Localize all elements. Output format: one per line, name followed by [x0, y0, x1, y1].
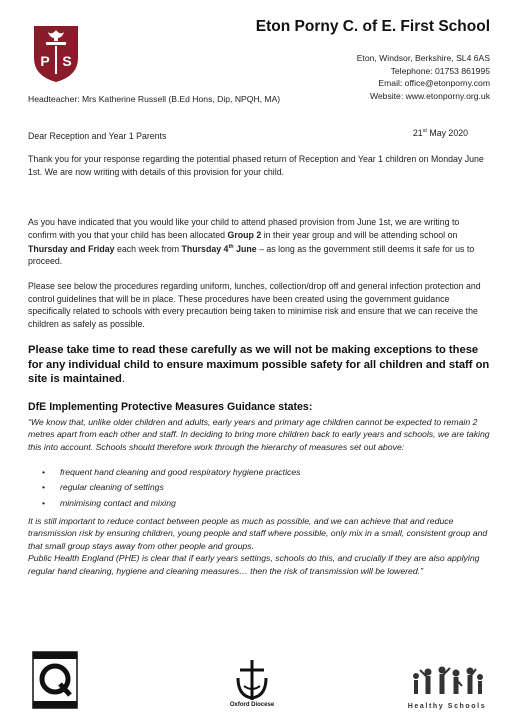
- date-day: 21: [412, 128, 423, 138]
- paragraph-3: Please see below the procedures regarding uniform, lunches, collection/drop off and general infection protection and control guidelines that will be in place. These procedures have been created using the government guidance specifically related to schools with every precaution being taken to minimise risk and ensure that we can receive the children as safely as possible.: [28, 281, 481, 329]
- measures-list: [42, 465, 301, 511]
- measure-item: • minimising contact and mixing: [42, 496, 301, 511]
- crest-letter-p: P: [40, 53, 50, 69]
- start-date: [182, 244, 257, 254]
- school-crest-logo: [32, 24, 80, 84]
- telephone-line: Telephone: 01753 861995: [390, 65, 490, 76]
- quality-mark-logo: [32, 651, 78, 709]
- start-date-day: Thursday 4: [181, 243, 229, 254]
- quote-paragraph-b: Public Health England (PHE) is clear that if early years settings, schools do this, and crucially if they are also applying regular hand cleaning, hygiene and cleaning measures… then the risk of transmission will be lowered.”: [28, 553, 480, 576]
- dfe-heading: DfE Implementing Protective Measures Guidance states:: [28, 401, 313, 413]
- oxford-diocese-caption: Oxford Diocese: [229, 702, 275, 708]
- dfe-quote-continued: [28, 515, 490, 577]
- start-date-suffix: th: [228, 244, 234, 250]
- p2-text-c: in their year group and will be attending school on: [261, 229, 458, 240]
- measure-item: • regular cleaning of settings: [42, 480, 301, 495]
- salutation: [28, 130, 488, 143]
- warning-text: Please take time to read these carefully as we will not be making exceptions to these for any individual child to ensure maximum possible safety for all children and staff on site is maintained: [28, 344, 490, 386]
- paragraph-1: Thank you for your response regarding the potential phased return of Reception and Year 1 children on Monday June 1st. We are now writing with details of this provision for your child.: [28, 154, 484, 177]
- p2-text-h: – as long as the government still deems it safe for us to proceed.: [28, 243, 475, 267]
- measure-item: • frequent hand cleaning and good respiratory hygiene practices: [42, 465, 301, 480]
- dfe-quote: “We know that, unlike older children and adults, early years and primary age children cannot be expected to remain 2 metres apart from each other and staff. In deciding to bring more children back to early years and schools, we are taking this into account. Schools should therefore work through the hierarchy of measures set out above:: [28, 417, 490, 452]
- p2-text-a: As you have indicated that you would like your child to attend phased provision from June 1st, we are writing to confirm with you that your child has been allocated: [28, 217, 460, 240]
- date-rest: May 2020: [426, 128, 468, 138]
- warning-end: .: [121, 373, 125, 386]
- quote-paragraph-a: It is still important to reduce contact between people as much as possible, and we can achieve that and reduce transmission risk by ensuring children, young people and staff where possible, only mix in a small, consistent group and that small group stays away from other people and groups.: [28, 516, 488, 551]
- salutation-text: Dear Reception and Year 1 Parents: [28, 131, 167, 141]
- start-date-month: June: [233, 243, 257, 254]
- paragraph-2: [28, 216, 488, 268]
- school-name-title: Eton Porny C. of E. First School: [255, 18, 490, 35]
- attendance-days: Thursday and Friday: [28, 243, 115, 254]
- date-suffix: st: [422, 128, 427, 135]
- group-allocation: Group 2: [227, 229, 262, 240]
- healthy-schools-logo: [404, 664, 490, 702]
- p2-text-e: each week from: [114, 243, 182, 254]
- healthy-schools-caption: Healthy Schools: [407, 703, 487, 710]
- email-line: Email: office@etonporny.com: [378, 78, 490, 88]
- school-address-block: [357, 52, 490, 102]
- website-line: Website: www.etonporny.org.uk: [369, 90, 490, 101]
- warning-notice: [28, 343, 490, 387]
- crest-letter-s: S: [62, 53, 72, 69]
- headteacher-line: Headteacher: Mrs Katherine Russell (B.Ed Hons, Dip, NPQH, MA): [28, 94, 281, 104]
- address-line: Eton, Windsor, Berkshire, SL4 6AS: [356, 53, 490, 63]
